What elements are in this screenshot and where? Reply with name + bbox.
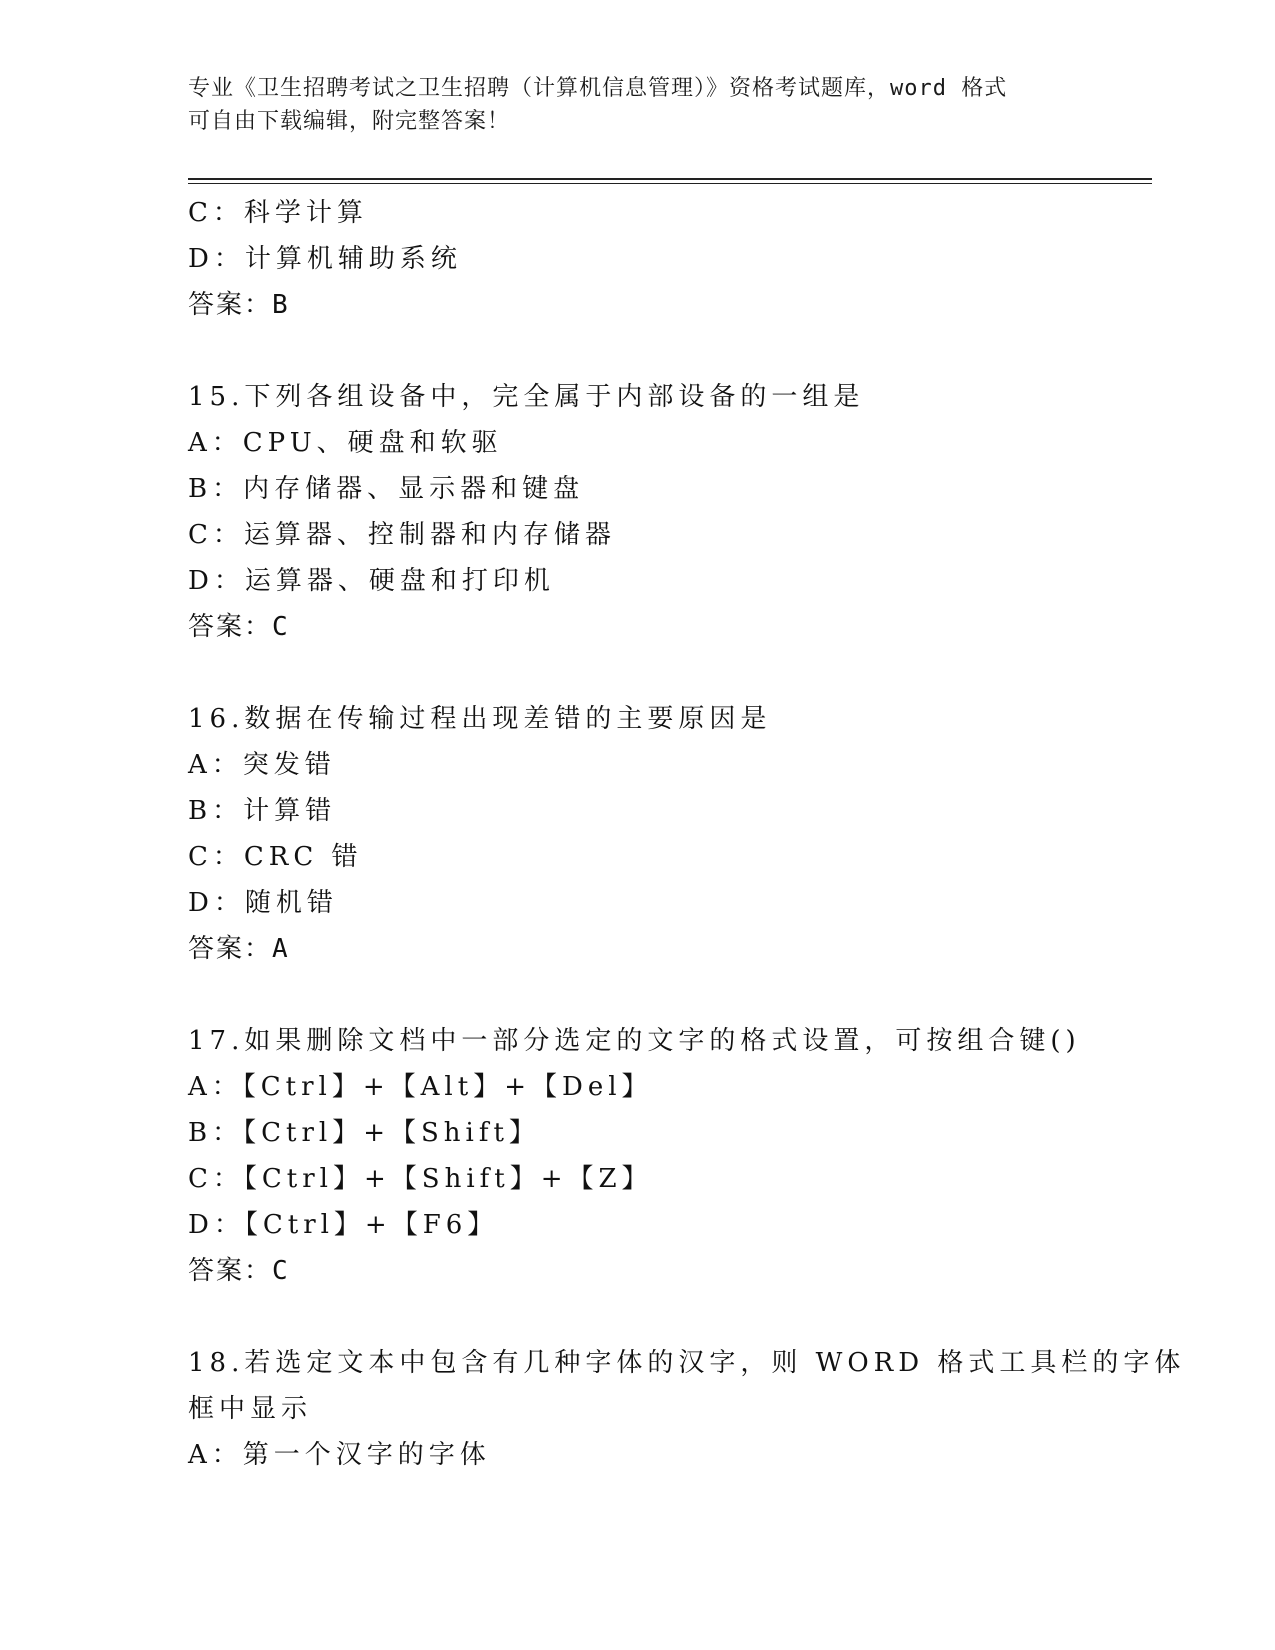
question-stem-line-1: 18.若选定文本中包含有几种字体的汉字，则 WORD 格式工具栏的字体 [188, 1348, 1186, 1378]
option-a: A：CPU、硬盘和软驱 [188, 428, 503, 458]
option-c: C：CRC 错 [188, 842, 363, 872]
question-stem: 15.下列各组设备中，完全属于内部设备的一组是 [188, 382, 865, 412]
option-b: B：内存储器、显示器和键盘 [188, 474, 585, 504]
spacer [188, 650, 1088, 696]
option-c: C：运算器、控制器和内存储器 [188, 520, 616, 550]
option-b: B：【Ctrl】+【Shift】 [188, 1118, 540, 1148]
option-d: D：【Ctrl】+【F6】 [188, 1210, 499, 1240]
question-14-partial [188, 190, 1088, 328]
header-divider-thin [188, 183, 1152, 184]
question-15 [188, 374, 1088, 650]
question-16 [188, 696, 1088, 972]
option-b: B：计算错 [188, 796, 337, 826]
question-17 [188, 1018, 1088, 1294]
option-d: D：随机错 [188, 888, 338, 918]
option-a: A：突发错 [188, 750, 336, 780]
header-divider-thick [188, 178, 1152, 180]
answer-line: 答案：C [188, 612, 290, 642]
spacer [188, 972, 1088, 1018]
option-a: A：【Ctrl】+【Alt】+【Del】 [188, 1072, 653, 1102]
option-d: D：计算机辅助系统 [188, 244, 462, 274]
option-a: A：第一个汉字的字体 [188, 1440, 491, 1470]
answer-line: 答案：A [188, 934, 290, 964]
document-header [188, 72, 1088, 138]
spacer [188, 328, 1088, 374]
spacer [188, 1294, 1088, 1340]
option-c: C：【Ctrl】+【Shift】+【Z】 [188, 1164, 653, 1194]
question-stem-line-2: 框中显示 [188, 1394, 313, 1424]
question-stem: 17.如果删除文档中一部分选定的文字的格式设置，可按组合键() [188, 1026, 1081, 1056]
answer-line: 答案：B [188, 290, 290, 320]
header-line-1: 专业《卫生招聘考试之卫生招聘（计算机信息管理）》资格考试题库，word 格式 [188, 76, 1008, 101]
question-list [188, 190, 1186, 1478]
header-line-2: 可自由下载编辑，附完整答案！ [188, 109, 511, 134]
question-stem: 16.数据在传输过程出现差错的主要原因是 [188, 704, 772, 734]
option-d: D：运算器、硬盘和打印机 [188, 566, 555, 596]
answer-line: 答案：C [188, 1256, 290, 1286]
option-c: C：科学计算 [188, 198, 368, 228]
question-18 [188, 1340, 1186, 1478]
